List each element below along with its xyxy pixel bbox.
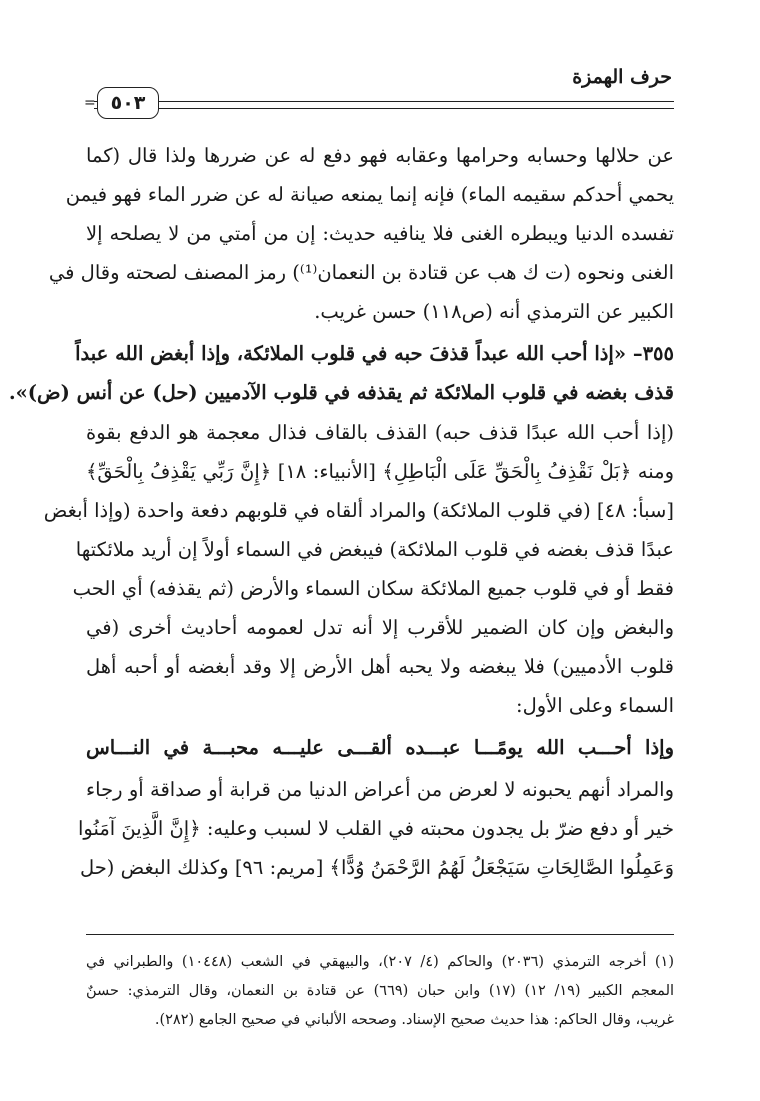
text-line: الكبير عن الترمذي أنه (ص١١٨) حسن غريب. bbox=[314, 300, 674, 323]
footnote-line: المعجم الكبير (١٩/ ١٢) (١٧) وابن حبان (٦٦٩) عن قتادة بن النعمان، وقال الترمذي: حسنٌ bbox=[86, 983, 675, 999]
text-line: تفسده الدنيا ويبطره الغنى فلا ينافيه حديث: إن من أمتي من لا يصلحه إلا bbox=[86, 222, 674, 245]
header-double-rule bbox=[94, 100, 674, 112]
text-line: خير أو دفع ضرّ بل يجدون محبته في القلب لا لسبب وعليه: ﴿إِنَّ الَّذِينَ آمَنُوا bbox=[77, 817, 674, 840]
footnote-line: (١) أخرجه الترمذي (٢٠٣٦) والحاكم (٤/ ٢٠٧)، والبيهقي في الشعب (١٠٤٤٨) والطبراني في bbox=[86, 954, 674, 970]
hadith-heading-line: قذف بغضه في قلوب الملائكة ثم يقذفه في قلوب الآدميين (حل) عن أنس (ض)». bbox=[8, 381, 674, 404]
text-line: قلوب الأدميين) فلا يبغضه ولا يحبه أهل الأرض إلا وقد أبغضه أو أحبه أهل bbox=[86, 655, 674, 678]
text-line: يحمي أحدكم سقيمه الماء) فإنه إنما يمنعه صيانة له عن ضرر الماء فهو فيمن bbox=[65, 183, 674, 206]
text-line: عبدًا قذف بغضه في قلوب الملائكة) فيبغض في السماء أولاً إن أريد ملائكتها bbox=[75, 538, 674, 561]
hadith-heading-line: ٣٥٥– «إذا أحب الله عبداً قذفَ حبه في قلوب الملائكة، وإذا أبغض الله عبداً bbox=[75, 342, 674, 365]
text-line: (إذا أحب الله عبدًا قذف حبه) القذف بالقاف فذال معجمة هو الدفع بقوة bbox=[86, 421, 674, 444]
chapter-title: حرف الهمزة bbox=[572, 66, 672, 88]
page-number-box: ٥٠٣ bbox=[97, 87, 159, 119]
text-line: فقط أو في قلوب جميع الملائكة سكان السماء والأرض (ثم يقذفه) أي الحب bbox=[72, 577, 674, 600]
header-left-mark: = bbox=[84, 95, 96, 111]
text-line: والبغض وإن كان الضمير للأقرب إلا أنه تدل لعمومه أحاديث أخرى (في bbox=[86, 616, 674, 639]
footnote-line: غريب، وقال الحاكم: هذا حديث صحيح الإسناد. وصححه الألباني في صحيح الجامع (٢٨٢). bbox=[154, 1012, 674, 1028]
poetry-verse: وإذا أحـــب الله يومًـــا عبـــده ألقـــى عليـــه محبـــة في النـــاس bbox=[86, 736, 674, 759]
text-line: والمراد أنهم يحبونه لا لعرض من أعراض الدنيا من قرابة أو صداقة أو رجاء bbox=[86, 778, 674, 801]
text-line: [سبأ: ٤٨] (في قلوب الملائكة) والمراد ألقاه في قلوبهم دفعة واحدة (وإذا أبغض bbox=[43, 499, 674, 522]
text-line: وَعَمِلُوا الصَّالِحَاتِ سَيَجْعَلُ لَهُمُ الرَّحْمَنُ وُدًّا﴾ [مريم: ٩٦] وكذلك البغض (حل bbox=[79, 856, 674, 879]
text-line: عن حلالها وحسابه وحرامها وعقابه فهو دفع له عن ضررها ولذا قال (كما bbox=[86, 144, 674, 167]
text-line: السماء وعلى الأول: bbox=[516, 694, 674, 717]
text-line: الغنى ونحوه (ت ك هب عن قتادة بن النعمان⁽¹⁾) رمز المصنف لصحته وقال في bbox=[48, 261, 674, 284]
footnote-separator bbox=[86, 934, 674, 935]
text-line: ومنه ﴿بَلْ نَقْذِفُ بِالْحَقِّ عَلَى الْبَاطِلِ﴾ [الأنبياء: ١٨] ﴿إِنَّ رَبِّي يَقْذِفُ بِالْحَقِّ﴾ bbox=[86, 460, 674, 483]
